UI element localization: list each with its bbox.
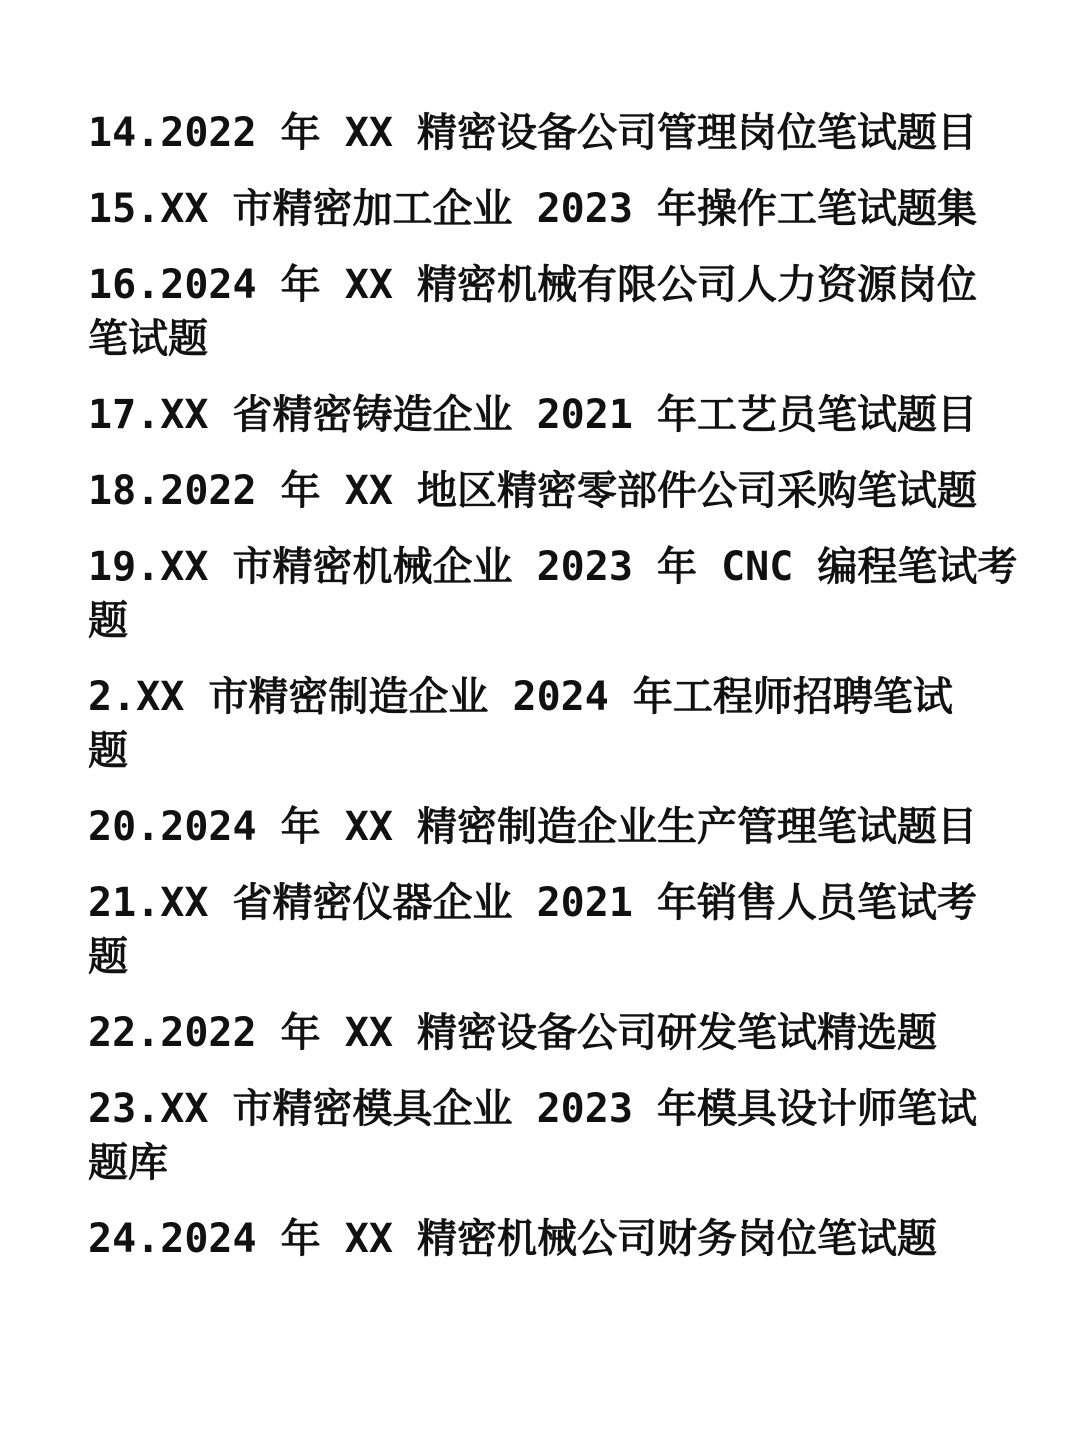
item-text: 2.XX 市精密制造企业 2024 年工程师招聘笔试 [88, 674, 953, 720]
item-text: 15.XX 市精密加工企业 2023 年操作工笔试题集 [88, 186, 977, 232]
item-text: 20.2024 年 XX 精密制造企业生产管理笔试题目 [88, 804, 977, 850]
item-text: 22.2022 年 XX 精密设备公司研发笔试精选题 [88, 1010, 937, 1056]
list-item [88, 540, 1018, 648]
item-text-continued: 笔试题 [88, 316, 208, 362]
item-text: 17.XX 省精密铸造企业 2021 年工艺员笔试题目 [88, 392, 977, 438]
list-item [88, 258, 988, 366]
item-text-continued: 题 [88, 934, 128, 980]
list-item [88, 464, 988, 518]
list-item [88, 876, 988, 984]
list-item [88, 670, 988, 778]
list-item [88, 800, 988, 854]
list-item [88, 106, 988, 160]
item-text-continued: 题库 [88, 1140, 168, 1186]
item-text: 14.2022 年 XX 精密设备公司管理岗位笔试题目 [88, 110, 977, 156]
list-item [88, 1212, 988, 1266]
item-text: 24.2024 年 XX 精密机械公司财务岗位笔试题 [88, 1216, 937, 1262]
list-item [88, 1006, 988, 1060]
list-item [88, 1082, 988, 1190]
list-item [88, 182, 988, 236]
list-item [88, 388, 988, 442]
item-text: 21.XX 省精密仪器企业 2021 年销售人员笔试考 [88, 880, 977, 926]
item-text: 16.2024 年 XX 精密机械有限公司人力资源岗位 [88, 262, 977, 308]
item-text: 18.2022 年 XX 地区精密零部件公司采购笔试题 [88, 468, 977, 514]
item-text-continued: 题 [88, 598, 128, 644]
item-text: 23.XX 市精密模具企业 2023 年模具设计师笔试 [88, 1086, 977, 1132]
item-text: 19.XX 市精密机械企业 2023 年 CNC 编程笔试考 [88, 544, 1018, 590]
item-text-continued: 题 [88, 728, 128, 774]
